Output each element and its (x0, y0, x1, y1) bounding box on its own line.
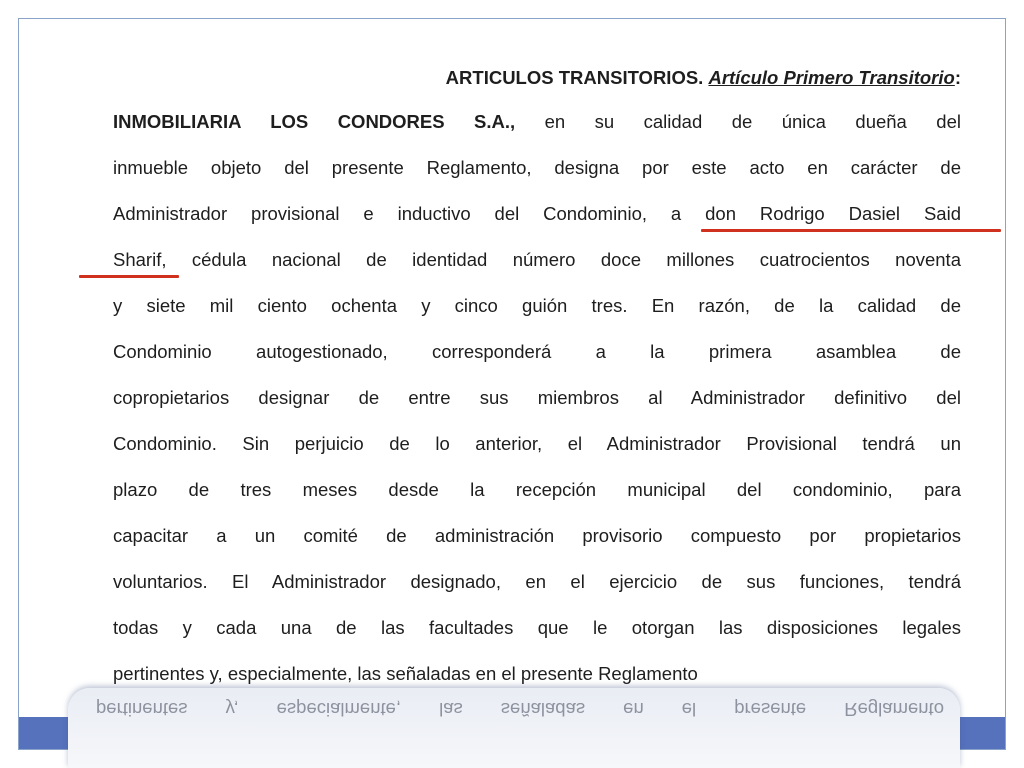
reflection-text: pertinentes y, especialmente, las señaladas en el presente Reglamento (96, 699, 944, 720)
doc-line-13: pertinentes y, especialmente, las señaladas en el presente Reglamento (113, 663, 698, 684)
reflection-panel (68, 688, 960, 768)
doc-line-7: copropietarios designar de entre sus miembros al Administrador definitivo del (113, 387, 961, 408)
doc-line-2: inmueble objeto del presente Reglamento, designa por este acto en carácter de (113, 157, 961, 178)
company-name: INMOBILIARIA LOS CONDORES S.A., (113, 111, 516, 132)
doc-line-1-text: en su calidad de única dueña del (515, 111, 961, 132)
doc-line-5: y siete mil ciento ochenta y cinco guión tres. En razón, de la calidad de (113, 295, 961, 316)
doc-line-6: Condominio autogestionado, corresponderá a la primera asamblea de (113, 341, 961, 362)
slide-frame (18, 18, 1006, 750)
annotation-underline-surname (79, 275, 179, 278)
doc-line-9: plazo de tres meses desde la recepción municipal del condominio, para (113, 479, 961, 500)
heading-underlined: Artículo Primero Transitorio (708, 67, 955, 88)
doc-line-4: Sharif, cédula nacional de identidad número doce millones cuatrocientos noventa (113, 249, 961, 270)
doc-line-12: todas y cada una de las facultades que le otorgan las disposiciones legales (113, 617, 961, 638)
doc-line-10: capacitar a un comité de administración provisorio compuesto por propietarios (113, 525, 961, 546)
doc-line-3: Administrador provisional e inductivo del Condominio, a don Rodrigo Dasiel Said (113, 203, 961, 224)
doc-line-11: voluntarios. El Administrador designado, en el ejercicio de sus funciones, tendrá (113, 571, 961, 592)
heading-line (113, 65, 961, 91)
doc-line-1 (113, 109, 961, 135)
heading-bold: ARTICULOS TRANSITORIOS. (445, 67, 704, 88)
doc-line-8: Condominio. Sin perjuicio de lo anterior, el Administrador Provisional tendrá un (113, 433, 961, 454)
heading-colon: : (954, 67, 961, 88)
annotation-underline-name (701, 229, 1001, 232)
document-image (91, 47, 967, 684)
